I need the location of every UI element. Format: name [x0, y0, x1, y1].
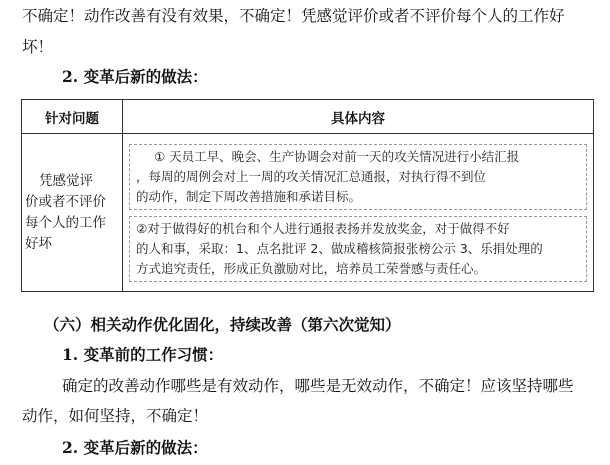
content-item-1 [129, 144, 587, 210]
content-line: 的动作，制定下周改善措施和承诺目标。 [136, 188, 362, 204]
content-line: 方式追究责任，形成正负激励对比，培养员工荣誉感与责任心。 [136, 260, 487, 276]
paragraph-line: 动作，如何坚持，不确定！ [22, 407, 209, 425]
table-header-row [22, 100, 594, 134]
issue-line: 好坏 [25, 235, 52, 252]
table-row [22, 134, 594, 292]
measures-table [21, 99, 594, 292]
paragraph-line: 不确定！动作改善有没有效果，不确定！凭感觉评价或者不评价每个人的工作好 [22, 7, 565, 25]
issue-line: 凭感觉评 [39, 172, 93, 189]
subheading-after: 2. 变革后新的做法： [62, 67, 208, 86]
content-line: 的人和事，采取：1、点名批评 2、做成稽核简报张榜公示 3、乐捐处理的 [136, 240, 543, 256]
content-line: ②对于做得好的机台和个人进行通报表扬并发放奖金，对于做得不好 [136, 220, 510, 236]
issue-cell [22, 134, 123, 292]
paragraph-line: 确定的改善动作哪些是有效动作，哪些是无效动作，不确定！应该坚持哪些 [62, 377, 574, 395]
content-item-2 [129, 216, 587, 282]
issue-text [25, 171, 115, 255]
issue-line: 价或者不评价 [25, 193, 106, 210]
content-line: ，每周的周例会对上一周的攻关情况汇总通报，对执行得不到位 [136, 168, 487, 184]
subheading-after: 2. 变革后新的做法： [62, 438, 208, 457]
header-issue: 针对问题 [22, 100, 123, 134]
subheading-before: 1. 变革前的工作习惯： [62, 345, 224, 364]
paragraph-line: 坏！ [22, 38, 54, 56]
content-cell [123, 134, 594, 292]
section-heading: （六）相关动作优化固化，持续改善（第六次觉知） [44, 315, 401, 334]
header-content: 具体内容 [123, 100, 594, 134]
content-line: ① 天员工早、晚会、生产协调会对前一天的攻关情况进行小结汇报 [154, 148, 520, 164]
issue-line: 每个人的工作 [25, 214, 106, 231]
